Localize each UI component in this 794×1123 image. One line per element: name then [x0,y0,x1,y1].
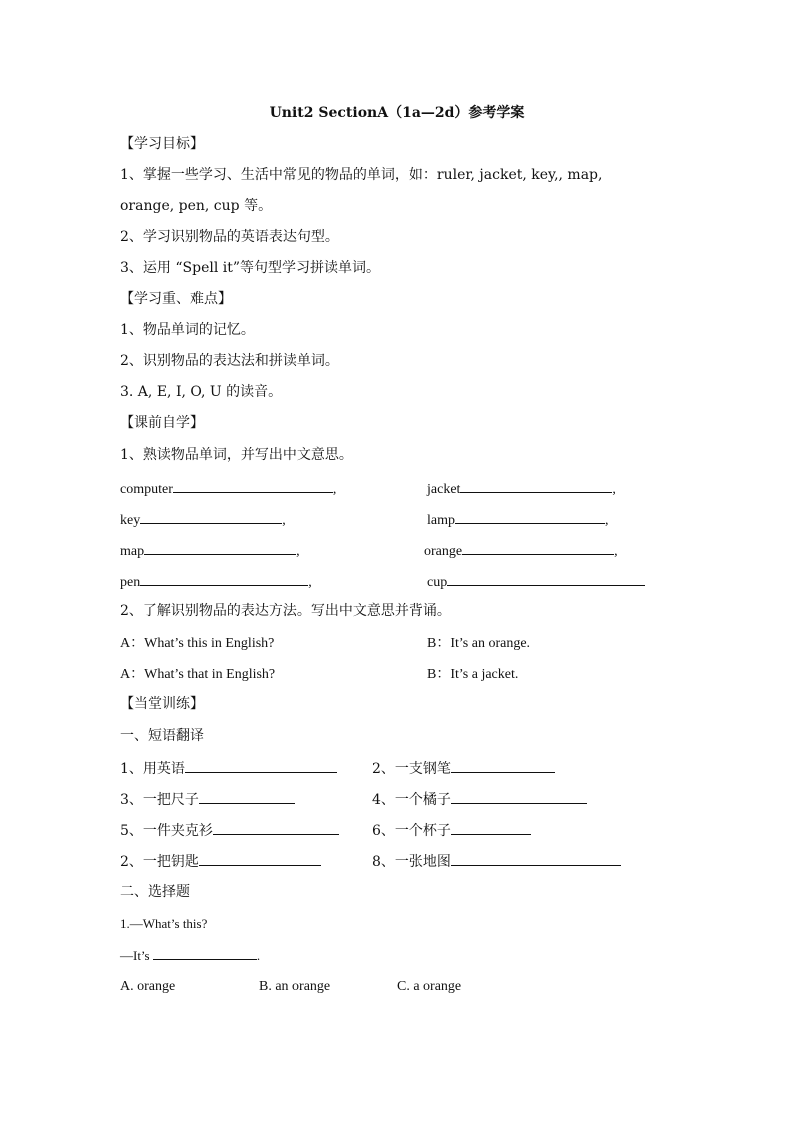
word-item [120,509,286,531]
phrase-label: 8、一张地图 [372,854,451,870]
phrase-item [120,789,295,810]
option-b[interactable]: B. an orange [259,979,331,994]
preview-instruction-1: 1、熟读物品单词，并写出中文意思。 [120,447,353,463]
word-item [120,478,336,500]
objective-1-line2: orange, pen, cup 等。 [120,198,273,214]
word-item [424,540,618,562]
word-suffix: , [308,575,312,590]
phrase-item [372,820,531,841]
phrase-item [120,820,339,841]
word-label: map [120,544,145,559]
answer-blank[interactable] [199,789,295,804]
phrase-item [120,851,321,872]
question-1: 1.—What’s this? [120,916,208,931]
answer-blank[interactable] [447,571,645,586]
word-suffix: , [612,482,616,497]
phrase-label: 4、一个橘子 [372,792,451,808]
keypoint-3: 3. A, E, I, O, U 的读音。 [120,384,283,400]
answer-blank[interactable] [451,789,587,804]
word-label: orange [424,544,463,559]
answer-blank[interactable] [185,758,337,773]
answer-blank[interactable] [451,820,531,835]
word-label: lamp [427,513,455,528]
answer-blank[interactable] [199,851,321,866]
dialog-question: A：What’s that in English? [120,667,276,682]
section-multiple-choice: 二、选择题 [120,884,190,900]
dialog-question: A：What’s this in English? [120,636,275,651]
word-item [120,540,300,562]
section-phrase-translation: 一、短语翻译 [120,728,204,744]
answer-blank[interactable] [153,945,257,960]
answer-blank[interactable] [173,478,333,493]
phrase-label: 2、一把钥匙 [120,854,199,870]
word-item [427,509,609,531]
answer-blank[interactable] [140,571,308,586]
option-c[interactable]: C. a orange [397,979,462,994]
objective-1-line1: 1、掌握一些学习、生活中常见的物品的单词，如：ruler, jacket, key,, map, [120,167,603,183]
answer-blank[interactable] [455,509,605,524]
phrase-label: 5、一件夹克衫 [120,823,213,839]
objectives-heading: 【学习目标】 [120,136,204,152]
phrase-item [120,758,337,779]
answer-blank[interactable] [462,540,614,555]
word-item [427,478,616,500]
page-title: Unit2 SectionA（1a—2d）参考学案 [269,105,525,121]
keypoint-2: 2、识别物品的表达法和拼读单词。 [120,353,339,369]
dialog-answer: B：It’s a jacket. [427,667,519,682]
word-label: pen [120,575,141,590]
answer-blank[interactable] [451,758,555,773]
word-suffix: , [282,513,286,528]
objective-3: 3、运用 “Spell it”等句型学习拼读单词。 [120,260,381,276]
keypoints-heading: 【学习重、难点】 [120,291,232,307]
answer-blank[interactable] [213,820,339,835]
option-a[interactable]: A. orange [120,979,176,994]
practice-heading: 【当堂训练】 [120,696,204,712]
answer-blank[interactable] [460,478,612,493]
answer-suffix: . [256,948,261,963]
answer-blank[interactable] [144,540,296,555]
word-item [120,571,312,593]
preview-heading: 【课前自学】 [120,415,204,431]
phrase-item [372,758,555,779]
phrase-label: 2、一支钢笔 [372,761,451,777]
word-item [427,571,645,593]
answer-blank[interactable] [451,851,621,866]
word-label: jacket [427,482,461,497]
word-suffix: , [296,544,300,559]
keypoint-1: 1、物品单词的记忆。 [120,322,255,338]
phrase-item [372,789,587,810]
dialog-answer: B：It’s an orange. [427,636,531,651]
phrase-label: 6、一个杯子 [372,823,451,839]
phrase-label: 1、用英语 [120,761,185,777]
answer-prefix: —It’s [120,948,150,963]
word-label: cup [427,575,448,590]
word-label: key [120,513,141,528]
phrase-label: 3、一把尺子 [120,792,199,808]
answer-blank[interactable] [140,509,282,524]
preview-instruction-2: 2、了解识别物品的表达方法。写出中文意思并背诵。 [120,603,451,619]
word-suffix: , [332,482,337,497]
objective-2: 2、学习识别物品的英语表达句型。 [120,229,339,245]
phrase-item [372,851,621,872]
word-label: computer [120,482,173,497]
word-suffix: , [614,544,618,559]
question-1-answer-line [120,945,260,966]
word-suffix: , [605,513,609,528]
